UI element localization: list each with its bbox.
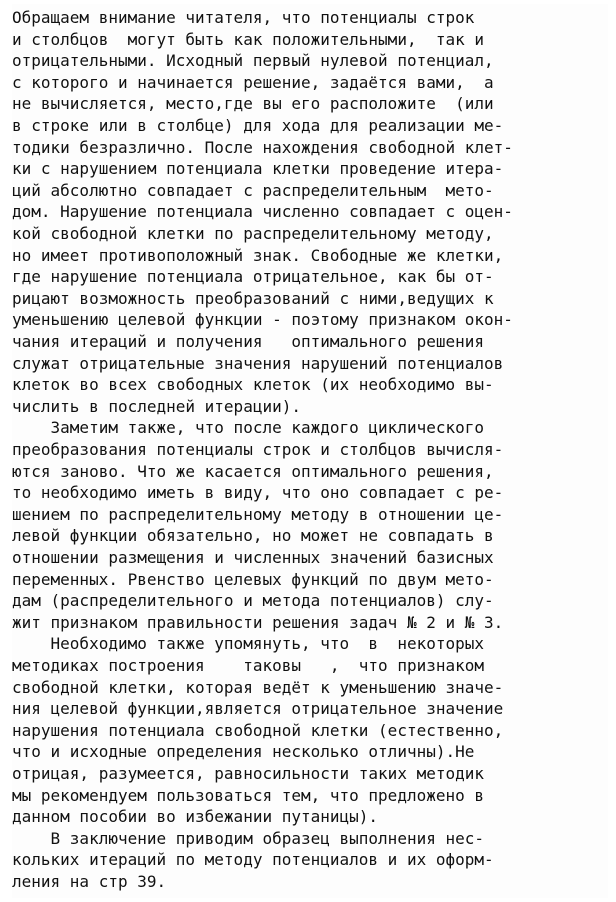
text-line: тодики безразлично. После нахождения свободной клет- — [12, 137, 513, 157]
text-line: ются заново. Что же касается оптимального решения, — [12, 461, 494, 481]
text-line: числить в последней итерации). — [12, 396, 301, 416]
text-line: уменьшению целевой функции - поэтому признаком окон- — [12, 310, 513, 330]
text-line: где нарушение потенциала отрицательное, как бы от- — [12, 267, 494, 287]
text-line: с которого и начинается решение, задаётся вами, а — [12, 72, 494, 92]
text-line: преобразования потенциалы строк и столбцов вычисля- — [12, 440, 504, 459]
text-line: кой свободной клетки по распределительному методу, — [12, 224, 494, 243]
text-line: Необходимо также упомянуть, что в некоторых — [12, 634, 485, 654]
text-line: отрицательными. Исходный первый нулевой потенциал, — [12, 51, 494, 71]
text-line: шением по распределительному методу в отношении це- — [12, 504, 504, 524]
text-line: данном пособии во избежании путаницы). — [12, 807, 379, 827]
text-line: чания итераций и получения оптимального решения — [12, 332, 485, 351]
text-line: клеток во всех свободных клеток (их необходимо вы- — [12, 375, 494, 395]
text-line: и столбцов могут быть как положительными, так и — [12, 29, 485, 49]
document-page — [12, 4, 608, 898]
text-line: Заметим также, что после каждого циклического — [12, 418, 485, 438]
text-line: Обращаем внимание читателя, что потенциалы строк — [12, 8, 475, 27]
text-line: не вычисляется, место,где вы его расположите (или — [12, 94, 494, 114]
text-line: рицают возможность преобразований с ними,ведущих к — [12, 288, 494, 308]
text-line: в строке или в столбце) для хода для реализации ме- — [12, 116, 504, 135]
text-line: что и исходные определения несколько отличны).Не — [12, 742, 475, 762]
text-line: методиках построения таковы , что признаком — [12, 656, 485, 675]
text-line: ций абсолютно совпадает с распределительным мето- — [12, 180, 494, 200]
text-line: кольких итераций по методу потенциалов и их оформ- — [12, 850, 494, 870]
text-line: В заключение приводим образец выполнения нес- — [12, 828, 485, 848]
text-line: то необходимо иметь в виду, что оно совпадает с ре- — [12, 483, 504, 503]
text-line: но имеет противоположный знак. Свободные же клетки, — [12, 245, 504, 265]
text-line: отрицая, разумеется, равносильности таких методик — [12, 764, 485, 783]
text-line: жит признаком правильности решения задач № 2 и № 3. — [12, 612, 504, 632]
text-line: нарушения потенциала свободной клетки (естественно, — [12, 720, 504, 740]
text-line: мы рекомендуем пользоваться тем, что предложено в — [12, 785, 485, 805]
text-line: дом. Нарушение потенциала численно совпадает с оцен- — [12, 202, 513, 222]
text-line: ки с нарушением потенциала клетки проведение итера- — [12, 159, 504, 179]
text-line: левой функции обязательно, но может не совпадать в — [12, 526, 494, 546]
text-line: ния целевой функции,является отрицательное значение — [12, 699, 504, 719]
text-line: отношении размещения и численных значений базисных — [12, 548, 494, 567]
text-line: служат отрицательные значения нарушений потенциалов — [12, 353, 504, 373]
text-line: ления на стр 39. — [12, 872, 167, 891]
text-line: дам (распределительного и метода потенциалов) слу- — [12, 591, 494, 611]
text-line: свободной клетки, которая ведёт к уменьшению значе- — [12, 677, 504, 697]
text-line: переменных. Рвенство целевых функций по двум мето- — [12, 569, 494, 589]
